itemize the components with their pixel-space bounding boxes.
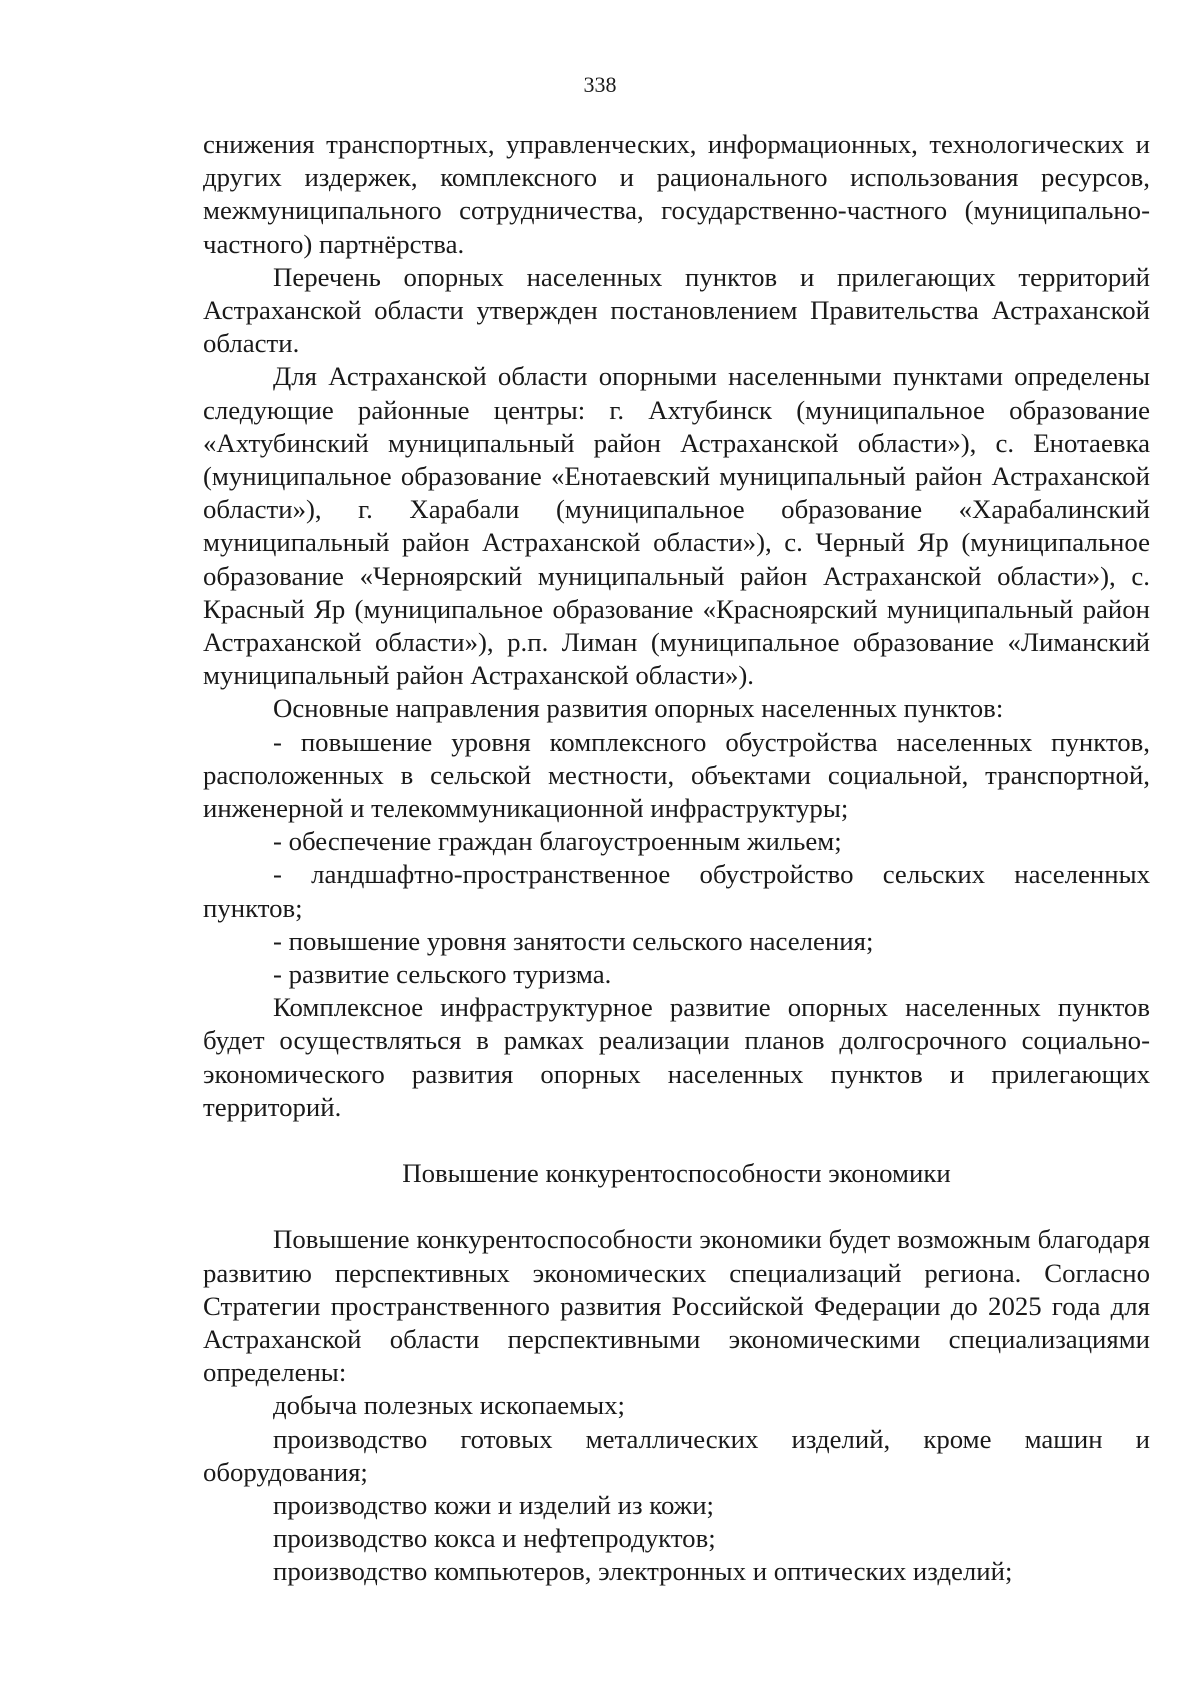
list-item: - развитие сельского туризма.: [273, 959, 612, 990]
paragraph-continuation: снижения транспортных, управленческих, информационных, технологических и других издержек, комплексного и рационального использования ресурсов, межмуниципального сотрудничества, государственно-частного (муниципально-частного) партнёрства.: [203, 129, 1150, 259]
list-item: - повышение уровня занятости сельского населения;: [273, 925, 874, 956]
list-item: производство кокса и нефтепродуктов;: [273, 1523, 716, 1554]
list-item: - повышение уровня комплексного обустройства населенных пунктов, расположенных в сельской местности, объектами социальной, транспортной, инженерной и телекоммуникационной инфраструктуры;: [203, 726, 1150, 824]
paragraph-list-approval: Перечень опорных населенных пунктов и прилегающих территорий Астраханской области утвержден постановлением Правительства Астраханской области.: [203, 261, 1150, 359]
paragraph-district-centers: Для Астраханской области опорными населенными пунктами определены следующие районные центры: г. Ахтубинск (муниципальное образование «Ахтубинский муниципальный район Астраханской области»), с. Енотаевка (муниципальное образование «Енотаевский муниципальный район Астраханской области»), г. Харабали (муниципальное образование «Харабалинский муниципальный район Астраханской области»), с. Черный Яр (муниципальное образование «Черноярский муниципальный район Астраханской области»), с. Красный Яр (муниципальное образование «Красноярский муниципальный район Астраханской области»), р.п. Лиман (муниципальное образование «Лиманский муниципальный район Астраханской области»).: [203, 361, 1150, 691]
list-item: производство готовых металлических изделий, кроме машин и оборудования;: [203, 1423, 1150, 1487]
section-heading: Повышение конкурентоспособности экономики: [402, 1158, 951, 1189]
list-item: производство компьютеров, электронных и оптических изделий;: [273, 1556, 1013, 1587]
page-number: 338: [583, 72, 617, 97]
paragraph-competitiveness: Повышение конкурентоспособности экономики будет возможным благодаря развитию перспективных экономических специализаций региона. Согласно Стратегии пространственного развития Российской Федерации до 2025 года для Астраханской области перспективными экономическими специализациями определены:: [203, 1224, 1150, 1388]
paragraph-directions-intro: Основные направления развития опорных населенных пунктов:: [273, 693, 1004, 724]
paragraph-infrastructure: Комплексное инфраструктурное развитие опорных населенных пунктов будет осуществляться в рамках реализации планов долгосрочного социально-экономического развития опорных населенных пунктов и прилегающих территорий.: [203, 992, 1150, 1122]
list-item: добыча полезных ископаемых;: [273, 1390, 625, 1421]
list-item: - обеспечение граждан благоустроенным жильем;: [273, 826, 842, 857]
document-body: [203, 128, 1150, 1589]
list-item: - ландшафтно-пространственное обустройство сельских населенных пунктов;: [203, 859, 1150, 923]
list-item: производство кожи и изделий из кожи;: [273, 1489, 714, 1520]
